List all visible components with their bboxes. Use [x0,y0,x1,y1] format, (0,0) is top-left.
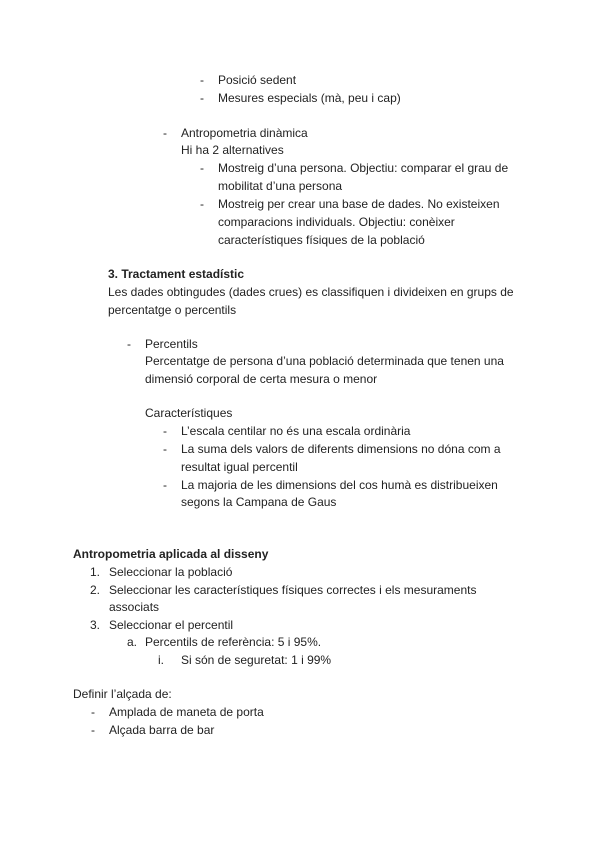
section-heading: Antropometria aplicada al disseny [73,547,269,561]
list-bullet: - [200,73,204,87]
numbered-item: 2. Seleccionar les característiques físiques correctes i els mesuraments [90,583,477,597]
list-item-continuation: comparacions individuals. Objectiu: conèixer [218,215,455,229]
list-item: - La suma dels valors de diferents dimensions no dóna com a [163,442,501,456]
list-bullet: - [163,424,167,438]
list-bullet: - [91,723,95,737]
list-item: - Percentils [127,337,198,351]
lettered-item: a. Percentils de referència: 5 i 95%. [127,635,322,649]
list-item [0,89,600,107]
paragraph-line: Hi ha 2 alternatives [181,143,284,157]
list-bullet: - [200,197,204,211]
paragraph-line: Definir l’alçada de: [73,687,172,701]
list-item-text: Posició sedent [218,73,297,87]
list-item: - Mostreig d’una persona. Objectiu: comparar el grau de [200,161,509,175]
numbered-item-continuation: associats [109,600,160,614]
list-item-continuation: resultat igual percentil [181,460,298,474]
list-item: - Alçada barra de bar [91,723,215,737]
list-bullet: - [91,705,95,719]
section-heading: 3. Tractament estadístic [108,267,245,281]
list-item-text: Antropometria dinàmica [181,126,308,140]
list-bullet: - [163,126,167,140]
list-item-continuation: característiques físiques de la població [218,233,425,247]
list-bullet: - [163,478,167,492]
paragraph-line: dimensió corporal de certa mesura o menor [145,372,378,386]
list-item [0,71,600,89]
numbered-item: 1. Seleccionar la població [90,565,233,579]
list-item: - Amplada de maneta de porta [91,705,264,719]
list-item: - La majoria de les dimensions del cos humà es distribueixen [163,478,498,492]
list-item-continuation: mobilitat d’una persona [218,179,343,193]
list-bullet: - [200,161,204,175]
subheading: Característiques [145,406,233,420]
list-item-continuation: segons la Campana de Gaus [181,495,337,509]
list-item: - L’escala centilar no és una escala ordinària [163,424,411,438]
list-item-text: Mesures especials (mà, peu i cap) [218,91,401,105]
numbered-item: 3. Seleccionar el percentil [90,618,234,632]
list-bullet: - [127,337,131,351]
list-bullet: - [200,91,204,105]
list-item: - Mostreig per crear una base de dades. No existeixen [200,197,500,211]
paragraph-line: Les dades obtingudes (dades crues) es classifiquen i divideixen en grups de [108,285,514,299]
list-bullet: - [163,442,167,456]
paragraph-line: percentatge o percentils [108,303,237,317]
roman-item: i. Si són de seguretat: 1 i 99% [158,653,332,667]
list-item [0,124,600,142]
paragraph-line: Percentatge de persona d’una població determinada que tenen una [145,354,504,368]
